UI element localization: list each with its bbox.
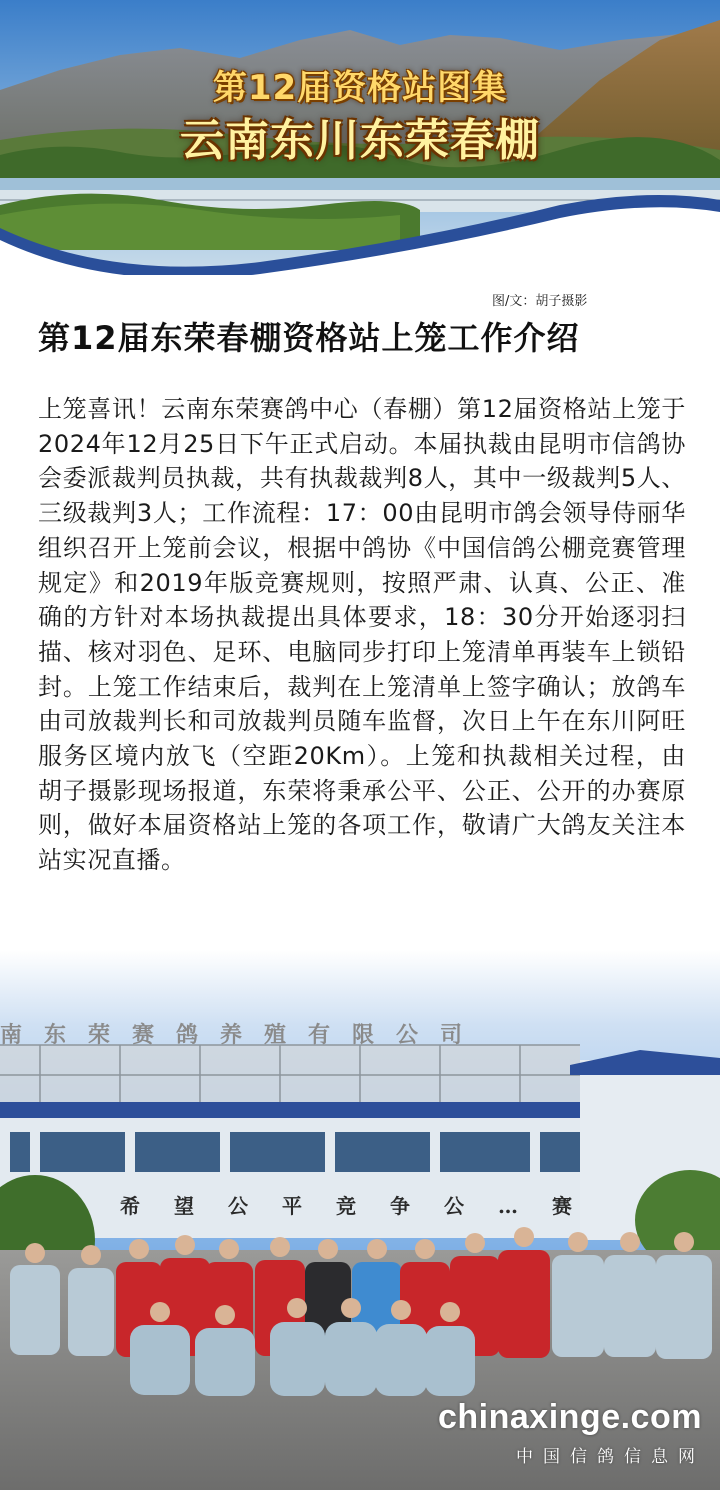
- article-headline: 第12届东荣春棚资格站上笼工作介绍: [38, 319, 580, 357]
- banner-title-line2: 云南东川东荣春棚: [180, 115, 540, 166]
- building-slogan-text: 希望公平竞争公…赛: [120, 1194, 606, 1218]
- watermark-site: chinaxinge.com: [438, 1398, 702, 1436]
- watermark-subtitle: 中国信鸽信息网: [516, 1447, 705, 1467]
- building-sign-text: 南东荣赛鸽养殖有限公司: [0, 1022, 485, 1048]
- header-banner: [0, 0, 720, 275]
- article-body: 上笼喜讯！云南东荣赛鸽中心（春棚）第12届资格站上笼于2024年12月25日下午正式启动。本届执裁由昆明市信鸽协会委派裁判员执裁，共有执裁裁判8人，其中一级裁判5人、三级裁判3人；工作流程：17：00由昆明市鸽会领导侍丽华组织召开上笼前会议，根据中鸽协《中国信鸽公棚竞赛管理规定》和2019年版竞赛规则，按照严肃、认真、公正、准确的方针对本场执裁提出具体要求，18：30分开始逐羽扫描、核对羽色、足环、电脑同步打印上笼清单再装车上锁铅封。上笼工作结束后，裁判在上笼清单上签字确认；放鸽车由司放裁判长和司放裁判员随车监督，次日上午在东川阿旺服务区境内放飞（空距20Km）。上笼和执裁相关过程，由胡子摄影现场报道，东荣将秉承公平、公正、公开的办赛原则，做好本届资格站上笼的各项工作，敬请广大鸽友关注本站实况直播。: [38, 395, 686, 875]
- photo-credit: 图/文：胡子摄影: [492, 294, 588, 309]
- banner-title-line1: 第12届资格站图集: [212, 68, 508, 108]
